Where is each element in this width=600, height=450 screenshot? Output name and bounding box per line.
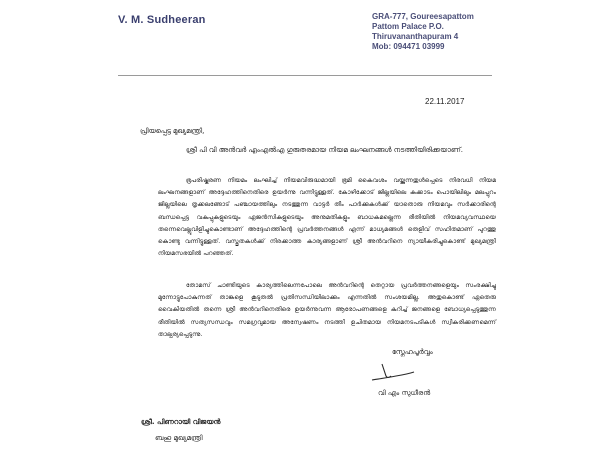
subject-line: ശ്രീ പി വി അൻവർ എംഎൽഎ ഗുരുതരമായ നിയമ ലംഘനങ്ങൾ നടത്തിയിരിക്കയാണ്. (186, 146, 463, 154)
sender-address (372, 12, 474, 52)
body-paragraph-2: തോമസ് ചാണ്ടിയുടെ കാര്യത്തിലെന്നപോലെ അൻവറിന്റെ തെറ്റായ പ്രവർത്തനങ്ങളെയും സംരക്ഷിച്ചു മുന്നോട്ടുപോകുന്നത് താങ്കളെ കൂടുതൽ പ്രതിസന്ധിയിലാക്കും എന്നതിൽ സംശയമില്ല. അതുകൊണ്ട് ഏതെരു വൈകിയതിൽ തന്നെ ശ്രീ അൻവറിനെതിരെ ഉയർന്നുവന്ന ആരോപണങ്ങളെ കുറിച്ച് ജനങ്ങളെ ബോധ്യപ്പെടുത്തുന്ന രീതിയിൽ സത്യസന്ധവും സമഗ്രവുമായ അന്വേഷണം നടത്തി ഉചിതമായ നിയമനടപടികൾ സ്വീകരിക്കണമെന്ന് താല്പര്യപ്പെടുന്നു. (158, 282, 496, 338)
recipient-name: ശ്രീ. പിണറായി വിജയൻ (141, 418, 221, 426)
body-paragraph-1: ഭൂപരിഷ്കരണ നിയമം ലംഘിച്ച് നിയമവിരുദ്ധമായി ഭൂമി കൈവശം വയ്ക്കുന്നതുൾപ്പെടെ നിരവധി നിയമ ലംഘനങ്ങളാണ് അദ്ദേഹത്തിനെതിരെ ഉയർന്നു വന്നിട്ടുള്ളത്. കോഴിക്കോട് ജില്ലയിലെ കക്കാടം പൊയിലിലും മലപ്പുറം ജില്ലയിലെ തൃക്കലങ്ങോട് പഞ്ചായത്തിലും നടത്തുന്ന വാട്ടർ തീം പാർക്കുകൾക്ക് യാതൊരു നിയമവും സർക്കാരിന്റെ ബന്ധപ്പെട്ട വകുപ്പുകളുടെയും ഏജൻസികളുടെയും അനുമതികളും ബാധകമല്ലെന്ന രീതിയിൽ നിയമവ്യവസ്ഥയെ തന്നെവെല്ലുവിളിച്ചുകൊണ്ടാണ് അദ്ദേഹത്തിന്റെ പ്രവർത്തനങ്ങൾ എന്ന് മാധ്യമങ്ങൾ തെളിവ് സഹിതമാണ് പുറത്തു കൊണ്ടു വന്നിട്ടുള്ളത്. വസ്തുതകൾക്ക് നിരക്കാത്ത കാര്യങ്ങളാണ് ശ്രീ അൻവറിനെ ന്യായീകരിച്ചുകൊണ്ട് മുഖ്യമന്ത്രി നിയമസഭയിൽ പറഞ്ഞത്. (158, 177, 496, 258)
signer-name: വി എം സുധീരൻ (378, 389, 431, 397)
salutation: പ്രിയപ്പെട്ട മുഖ്യമന്ത്രി, (140, 127, 205, 135)
address-line-mobile: Mob: 094471 03999 (372, 42, 445, 51)
address-line-city: Thiruvananthapuram 4 (372, 32, 459, 41)
closing-phrase: സ്നേഹപൂർവ്വം (392, 348, 433, 356)
letter-date: 22.11.2017 (425, 97, 465, 106)
address-line-street: GRA-777, Goureesapattom (372, 12, 474, 21)
address-line-post-office: Pattom Palace P.O. (372, 22, 444, 31)
recipient-title: ബഹു മുഖ്യമന്ത്രി (155, 434, 203, 442)
handwritten-signature (368, 360, 418, 386)
letterhead-divider (118, 75, 492, 76)
sender-name: V. M. Sudheeran (118, 14, 206, 26)
